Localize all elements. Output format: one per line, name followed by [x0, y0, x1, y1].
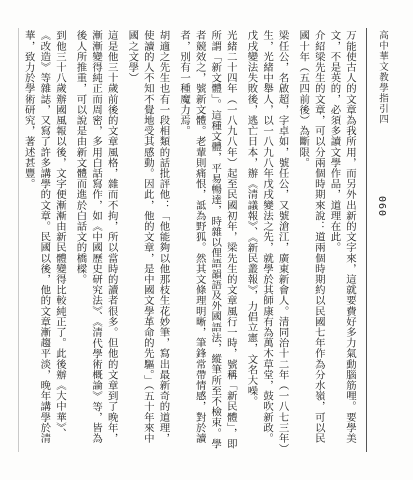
- paragraph: 到他三十八歲辦國風報以後，文字便漸漸由新民體變得比較純正了。此後辦《大中華》、《改造》等雜誌，又寫了許多講學的文章。民國以後，他的文章漸趨平淡，晚年講學於清華，致力於學術研究，著述甚豐。: [22, 30, 66, 444]
- paragraph: 万能使古人的文章為我所用，而另外出新的文字來，這就要費好多力氣動腦筋哩。要學美文，不是英的，必須多讀文學作品，道理在此。: [328, 30, 356, 444]
- body-text: [15, 30, 357, 450]
- paragraph: 光緒二十四年（一八九八年）起至民國初年，梁先生的文章風行一時，號稱「新民體」，即所謂「新文體」。這種文體，平易暢達，時雜以俚語韻語及外國語法，縱筆所至不檢束。學者競效之，號新文體。老輩則痛恨，詆為野狐。然其文條理明晰，筆鋒常帶情感，對於讀者，別有一種魔力焉。: [178, 30, 237, 449]
- header-rule: [366, 28, 367, 452]
- running-title: 高中華文教學指引四: [377, 30, 388, 125]
- paragraph: 這是他三十歲前後的文章風格，雜而不拘，所以當時的讀者很多。但他的文章到了晚年，漸漸變得純正而周密，多用白話寫作，如《中國歷史研究法》、《清代學術概論》等，皆為後人所推重，可以說是由新文體而進於白話文的橋樑。: [74, 30, 118, 444]
- paragraph: 胡適之先生也有一段相類的話批評他：「他能夠以他那枝生花妙筆，寫出最新奇的道理，使讀的人不知不覺地受其感動。因此，他的文章，是中國文學革命的先驅。」（五十年來中國之文學）: [126, 30, 170, 444]
- page-number: 060: [376, 196, 387, 218]
- paragraph: 梁任公，名啟超，字卓如，號任公，又號滄江，廣東新會人。清同治十二年（一八七三年）生，光緒中舉人，以一八九八年戊戌變法之先，就學於其師康有為萬木草堂，鼓吹新政。戊戌變法失敗後，逃亡日本，辦《清議報》、《新民叢報》，力倡立憲，文名大噪。: [245, 30, 289, 449]
- paragraph: 介紹梁先生的文章，可以分兩個時期來說：道兩個時期約以民國七年作為分水嶺，可以民國十年（五四前後）為斷限。: [297, 30, 325, 444]
